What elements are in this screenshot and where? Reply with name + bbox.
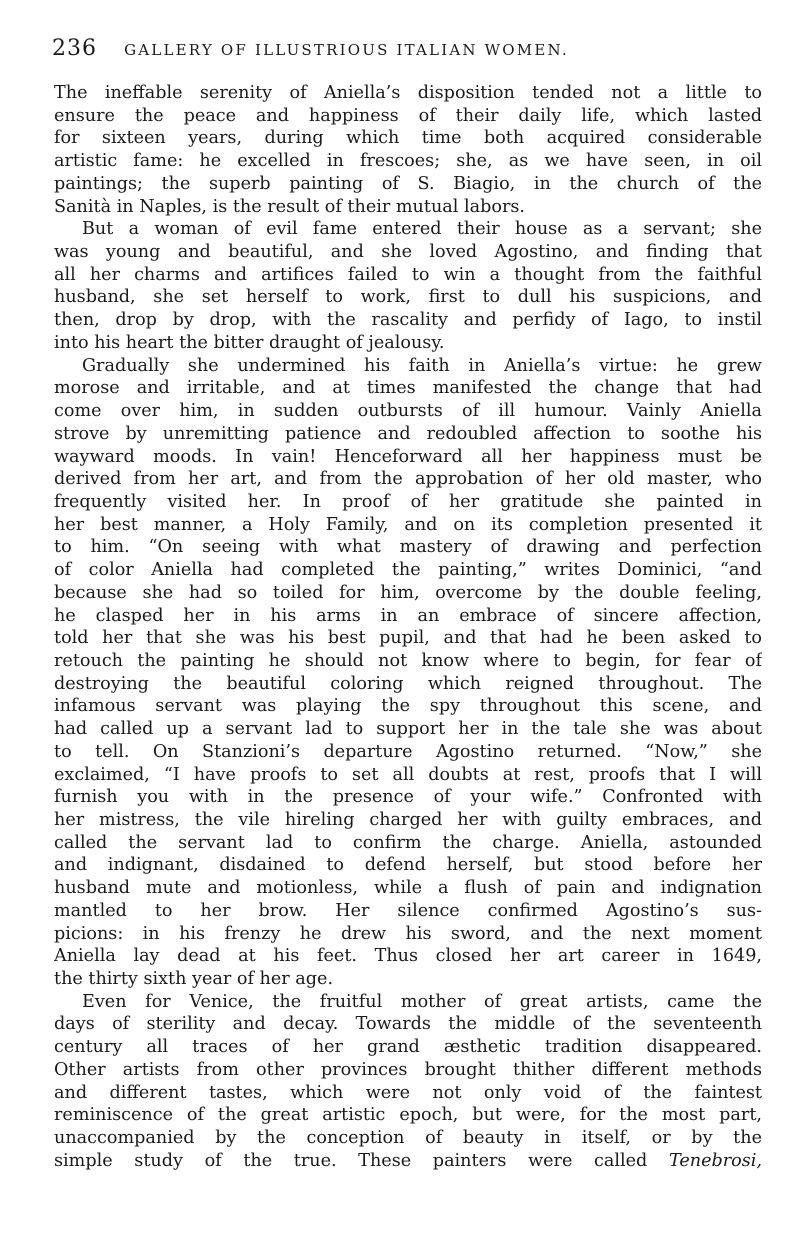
text-line: reminiscence of the great artistic epoch, but were, for the most part,	[54, 1105, 762, 1126]
text-line: infamous servant was playing the spy throughout this scene, and	[54, 696, 762, 717]
text-line: then, drop by drop, with the rascality and perfidy of Iago, to instil	[54, 310, 762, 331]
text-line: Gradually she undermined his faith in Aniella’s virtue: he grew	[82, 355, 762, 376]
text-line: days of sterility and decay. Towards the middle of the seventeenth	[54, 1014, 762, 1035]
text-line: told her that she was his best pupil, and that had he been asked to	[54, 628, 762, 649]
running-title: GALLERY OF ILLUSTRIOUS ITALIAN WOMEN.	[124, 41, 569, 59]
text-line: furnish you with in the presence of your wife.” Confronted with	[54, 787, 762, 808]
text-line: for sixteen years, during which time both acquired considerable	[54, 128, 762, 149]
text-line: all her charms and artifices failed to win a thought from the faithful	[54, 264, 762, 285]
text-line: But a woman of evil fame entered their house as a servant; she	[82, 219, 762, 240]
text-line: wayward moods. In vain! Henceforward all her happiness must be	[54, 446, 762, 467]
text-line: come over him, in sudden outbursts of ill humour. Vainly Aniella	[54, 401, 762, 422]
text-line: artistic fame: he excelled in frescoes; she, as we have seen, in oil	[54, 151, 762, 172]
final-line-text: simple study of the true. These painters were called	[54, 1150, 648, 1171]
text-line: unaccompanied by the conception of beauty in itself, or by the	[54, 1128, 762, 1149]
text-line: of color Aniella had completed the painting,” writes Dominici, “and	[54, 560, 762, 581]
text-line: paintings; the superb painting of S. Biagio, in the church of the	[54, 173, 762, 194]
text-line: and indignant, disdained to defend herself, but stood before her	[54, 855, 762, 876]
paragraph-3	[54, 355, 762, 991]
text-line: retouch the painting he should not know where to begin, for fear of	[54, 650, 762, 671]
text-line: Other artists from other provinces brought thither different methods	[54, 1059, 762, 1080]
text-line: century all traces of her grand æsthetic tradition disappeared.	[54, 1037, 762, 1058]
text-line: mantled to her brow. Her silence confirmed Agostino’s sus-	[54, 900, 762, 921]
text-line: morose and irritable, and at times manifested the change that had	[54, 378, 762, 399]
text-line: husband, she set herself to work, first to dull his suspicions, and	[54, 287, 762, 308]
italic-term: Tenebrosi,	[668, 1150, 762, 1171]
text-line: had called up a servant lad to support her in the tale she was about	[54, 719, 762, 740]
text-line: the thirty sixth year of her age.	[54, 969, 334, 990]
text-line: picions: in his frenzy he drew his sword, and the next moment	[54, 923, 762, 944]
text-line: strove by unremitting patience and redoubled affection to soothe his	[54, 423, 762, 444]
text-line: The ineffable serenity of Aniella’s disposition tended not a little to	[54, 83, 762, 103]
text-line: was young and beautiful, and she loved Agostino, and finding that	[54, 242, 762, 263]
text-line: exclaimed, “I have proofs to set all doubts at rest, proofs that I will	[54, 764, 762, 785]
text-line: he clasped her in his arms in an embrace of sincere affection,	[54, 605, 762, 626]
text-line: her best manner, a Holy Family, and on its completion presented it	[54, 514, 762, 535]
text-line: Even for Venice, the fruitful mother of great artists, came the	[82, 991, 762, 1012]
running-head	[52, 36, 772, 66]
page-number: 236	[52, 36, 97, 61]
text-line: destroying the beautiful coloring which reigned throughout. The	[54, 673, 762, 694]
text-line: and different tastes, which were not only void of the faintest	[54, 1082, 762, 1103]
text-line: husband mute and motionless, while a flush of pain and indignation	[54, 878, 762, 899]
text-line: to him. “On seeing with what mastery of drawing and perfection	[54, 537, 762, 558]
text-line: into his heart the bitter draught of jealousy.	[54, 332, 445, 353]
text-line: called the servant lad to confirm the charge. Aniella, astounded	[54, 832, 762, 853]
text-line: Aniella lay dead at his feet. Thus closed her art career in 1649,	[54, 946, 762, 967]
text-line: to tell. On Stanzioni’s departure Agostino returned. “Now,” she	[54, 741, 762, 762]
paragraph-4	[54, 991, 762, 1173]
paragraph-2	[54, 218, 762, 354]
text-line: frequently visited her. In proof of her gratitude she painted in	[54, 491, 762, 512]
paragraph-1	[54, 82, 762, 218]
text-line-final	[54, 1150, 762, 1173]
text-line: derived from her art, and from the approbation of her old master, who	[54, 469, 762, 490]
body-text	[54, 82, 762, 1173]
text-line: Sanità in Naples, is the result of their mutual labors.	[54, 196, 525, 217]
text-line: her mistress, the vile hireling charged her with guilty embraces, and	[54, 810, 762, 830]
text-line: because she had so toiled for him, overcome by the double feeling,	[54, 582, 762, 603]
text-line: ensure the peace and happiness of their daily life, which lasted	[54, 105, 762, 126]
